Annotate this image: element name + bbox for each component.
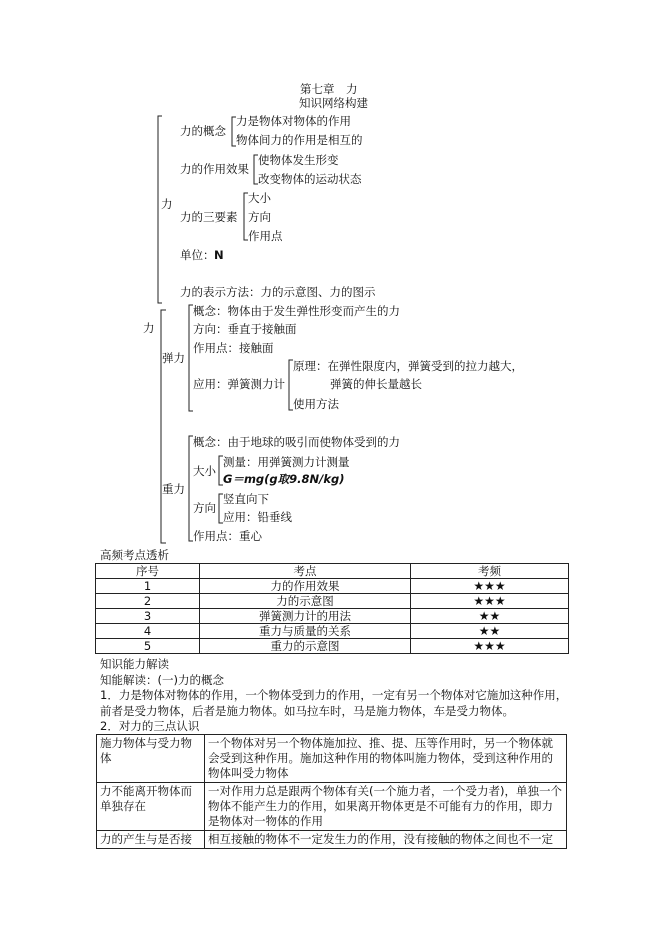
elastic-direction: 方向：垂直于接触面 [193, 322, 297, 336]
analysis-paragraph-2: 2．对力的三点认识 [100, 719, 200, 733]
row-freq: ★★★ [411, 594, 569, 609]
effect-item-2: 改变物体的运动状态 [258, 172, 362, 186]
unit-label: 单位： [180, 248, 215, 262]
frequency-table [95, 563, 569, 654]
effect-label: 力的作用效果 [180, 162, 249, 176]
row-topic: 力的示意图 [200, 594, 411, 609]
gravity-formula: G＝mg(g取9.8N/kg) [223, 472, 345, 486]
cognition-table [96, 734, 567, 849]
bracket-elastic [189, 305, 193, 411]
table-row [96, 594, 569, 609]
col-header-no: 序号 [96, 564, 200, 579]
elastic-point: 作用点：接触面 [193, 341, 274, 355]
elastic-usage: 使用方法 [293, 397, 339, 411]
concept-item-1: 力是物体对物体的作用 [236, 114, 351, 128]
row-no: 4 [96, 624, 200, 639]
gravity-measure: 测量：用弹簧测力计测量 [223, 455, 350, 469]
gravity-magnitude: 大小 [193, 464, 216, 478]
frequency-heading: 高频考点透析 [100, 548, 169, 562]
cognition-key: 力的产生与是否接 [97, 831, 205, 849]
row-topic: 弹簧测力计的用法 [200, 609, 411, 624]
representation: 力的表示方法：力的示意图、力的图示 [180, 285, 376, 299]
analysis-subheading: 知能解读：(一)力的概念 [100, 673, 224, 687]
row-no: 3 [96, 609, 200, 624]
col-header-topic: 考点 [200, 564, 411, 579]
cognition-value: 一个物体对另一个物体施加拉、推、提、压等作用时，另一个物体就会受到这种作用。施加这种作用的物体叫施力物体，受到这种作用的物体叫受力物体 [205, 735, 567, 783]
tree-root: 力 [143, 321, 155, 335]
elements-item-1: 大小 [248, 191, 271, 205]
cognition-key: 施力物体与受力物体 [97, 735, 205, 783]
row-topic: 重力与质量的关系 [200, 624, 411, 639]
cognition-value: 相互接触的物体不一定发生力的作用，没有接触的物体之间也不一定 [205, 831, 567, 849]
effect-item-1: 使物体发生形变 [258, 153, 339, 167]
chapter-title: 第七章 力 [300, 82, 358, 96]
row-freq: ★★★ [411, 579, 569, 594]
row-topic: 重力的示意图 [200, 639, 411, 654]
bracket-root [161, 310, 166, 543]
chapter-subtitle: 知识网络构建 [299, 96, 368, 110]
gravity-direction-value: 竖直向下 [223, 492, 269, 506]
unit-value: N [214, 248, 224, 262]
analysis-paragraph-1b: 前者是受力物体，后者是施力物体。如马拉车时，马是施力物体，车是受力物体。 [100, 704, 514, 718]
elastic-application: 应用：弹簧测力计 [193, 377, 285, 391]
table-row [96, 609, 569, 624]
gravity-direction: 方向 [193, 501, 216, 515]
concept-item-2: 物体间力的作用是相互的 [236, 133, 363, 147]
gravity-label: 重力 [162, 482, 185, 496]
row-topic: 力的作用效果 [200, 579, 411, 594]
elastic-principle-1: 原理：在弹性限度内，弹簧受到的拉力越大， [293, 359, 523, 373]
col-header-freq: 考频 [411, 564, 569, 579]
row-freq: ★★ [411, 609, 569, 624]
gravity-concept: 概念：由于地球的吸引而使物体受到的力 [193, 435, 400, 449]
table-row [96, 579, 569, 594]
elastic-concept: 概念：物体由于发生弹性形变而产生的力 [193, 304, 400, 318]
row-no: 5 [96, 639, 200, 654]
elastic-label: 弹力 [162, 351, 185, 365]
table-row [97, 783, 567, 831]
elements-item-3: 作用点 [248, 229, 283, 243]
row-freq: ★★ [411, 624, 569, 639]
analysis-heading: 知识能力解读 [100, 657, 169, 671]
elements-item-2: 方向 [248, 210, 271, 224]
cognition-key: 力不能离开物体而单独存在 [97, 783, 205, 831]
row-no: 2 [96, 594, 200, 609]
row-freq: ★★★ [411, 639, 569, 654]
row-no: 1 [96, 579, 200, 594]
elements-label: 力的三要素 [180, 210, 238, 224]
bracket-gravity [189, 436, 193, 541]
elastic-principle-2: 弹簧的伸长量越长 [330, 377, 422, 391]
table-row [96, 639, 569, 654]
table-row [97, 831, 567, 849]
force-label: 力 [161, 197, 173, 211]
table-row [96, 624, 569, 639]
gravity-direction-app: 应用：铅垂线 [223, 510, 292, 524]
cognition-value: 一对作用力总是跟两个物体有关(一个施力者，一个受力者)，单独一个物体不能产生力的作用，如果离开物体更是不可能有力的作用，即力是物体对一物体的作用 [205, 783, 567, 831]
analysis-paragraph-1a: 1．力是物体对物体的作用，一个物体受到力的作用，一定有另一个物体对它施加这种作用， [100, 688, 568, 702]
table-header-row [96, 564, 569, 579]
table-row [97, 735, 567, 783]
concept-label: 力的概念 [180, 124, 226, 138]
gravity-point: 作用点：重心 [193, 529, 262, 543]
